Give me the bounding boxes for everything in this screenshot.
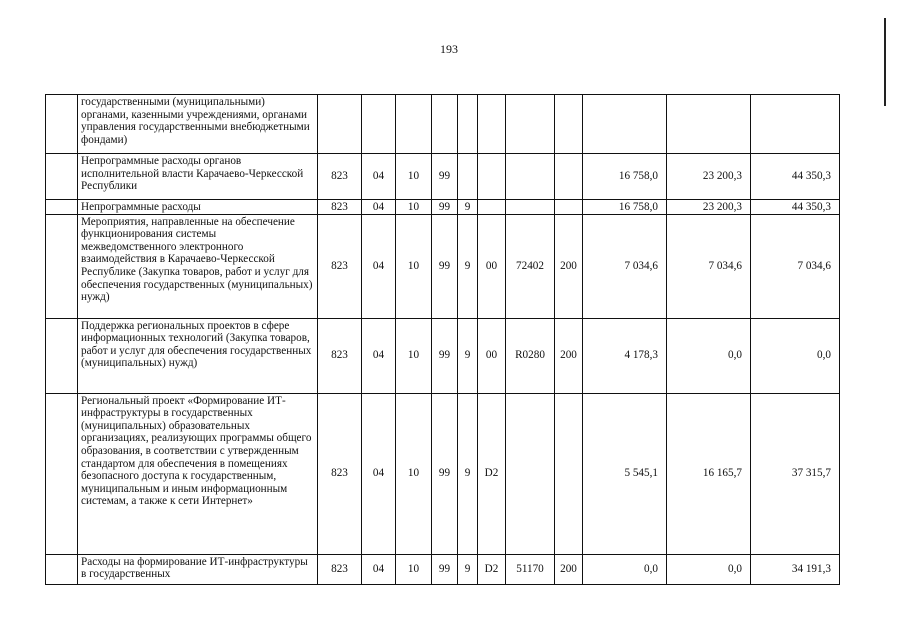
target-code-2: 9 bbox=[458, 318, 478, 393]
expense-type-code: 200 bbox=[555, 214, 583, 318]
row-name: Расходы на формирование ИТ-инфраструктуры в государственных bbox=[78, 554, 318, 584]
ved-code: 823 bbox=[318, 318, 362, 393]
row-name: Непрограммные расходы органов исполнительной власти Карачаево-Черкесской Республики bbox=[78, 154, 318, 200]
subsection-code: 10 bbox=[396, 200, 432, 215]
index-cell bbox=[46, 200, 78, 215]
index-cell bbox=[46, 393, 78, 554]
section-code: 04 bbox=[362, 200, 396, 215]
expense-type-code bbox=[555, 200, 583, 215]
target-code-2: 9 bbox=[458, 393, 478, 554]
target-code-3: 00 bbox=[478, 318, 506, 393]
section-code: 04 bbox=[362, 554, 396, 584]
sum-year-2: 0,0 bbox=[667, 554, 751, 584]
section-code: 04 bbox=[362, 214, 396, 318]
ved-code bbox=[318, 95, 362, 154]
row-name: Региональный проект «Формирование ИТ-инфраструктуры в государственных (муниципальных) образовательных организациях, реализующих программы общего образования, в соответствии с утвержденным стандартом для обеспечения в помещениях безопасного доступа к государственным, муниципальным и иным информационным системам, а также к сети Интернет» bbox=[78, 393, 318, 554]
page-edge-mark bbox=[884, 18, 886, 106]
row-name: Непрограммные расходы bbox=[78, 200, 318, 215]
expense-type-code: 200 bbox=[555, 318, 583, 393]
subsection-code: 10 bbox=[396, 154, 432, 200]
sum-year-1: 7 034,6 bbox=[583, 214, 667, 318]
subsection-code: 10 bbox=[396, 318, 432, 393]
sum-year-1: 4 178,3 bbox=[583, 318, 667, 393]
row-name: Поддержка региональных проектов в сфере информационных технологий (Закупка товаров, работ и услуг для обеспечения государственных (муниципальных) нужд) bbox=[78, 318, 318, 393]
target-code-2 bbox=[458, 95, 478, 154]
target-code-2: 9 bbox=[458, 200, 478, 215]
target-code-1 bbox=[432, 95, 458, 154]
subsection-code: 10 bbox=[396, 214, 432, 318]
ved-code: 823 bbox=[318, 214, 362, 318]
subsection-code: 10 bbox=[396, 554, 432, 584]
sum-year-1: 16 758,0 bbox=[583, 200, 667, 215]
section-code bbox=[362, 95, 396, 154]
sum-year-1: 0,0 bbox=[583, 554, 667, 584]
target-code-4 bbox=[506, 200, 555, 215]
target-code-4 bbox=[506, 95, 555, 154]
target-code-4: R0280 bbox=[506, 318, 555, 393]
sum-year-3: 37 315,7 bbox=[751, 393, 840, 554]
sum-year-1 bbox=[583, 95, 667, 154]
sum-year-2: 0,0 bbox=[667, 318, 751, 393]
ved-code: 823 bbox=[318, 393, 362, 554]
target-code-1: 99 bbox=[432, 554, 458, 584]
row-name: Мероприятия, направленные на обеспечение функционирования системы межведомственного электронного взаимодействия в Карачаево-Черкесской Республике (Закупка товаров, работ и услуг для обеспечения государственных (муниципальных) нужд) bbox=[78, 214, 318, 318]
sum-year-3: 34 191,3 bbox=[751, 554, 840, 584]
target-code-2: 9 bbox=[458, 214, 478, 318]
sum-year-2: 7 034,6 bbox=[667, 214, 751, 318]
sum-year-3 bbox=[751, 95, 840, 154]
table-row bbox=[46, 554, 840, 584]
table-row bbox=[46, 214, 840, 318]
expense-type-code: 200 bbox=[555, 554, 583, 584]
sum-year-2 bbox=[667, 95, 751, 154]
expense-type-code bbox=[555, 95, 583, 154]
section-code: 04 bbox=[362, 318, 396, 393]
sum-year-1: 16 758,0 bbox=[583, 154, 667, 200]
table-row bbox=[46, 318, 840, 393]
index-cell bbox=[46, 214, 78, 318]
target-code-1: 99 bbox=[432, 318, 458, 393]
target-code-3: 00 bbox=[478, 214, 506, 318]
sum-year-1: 5 545,1 bbox=[583, 393, 667, 554]
index-cell bbox=[46, 154, 78, 200]
target-code-3 bbox=[478, 95, 506, 154]
target-code-4 bbox=[506, 154, 555, 200]
target-code-1: 99 bbox=[432, 393, 458, 554]
target-code-3 bbox=[478, 200, 506, 215]
sum-year-3: 0,0 bbox=[751, 318, 840, 393]
section-code: 04 bbox=[362, 154, 396, 200]
subsection-code: 10 bbox=[396, 393, 432, 554]
table-row bbox=[46, 393, 840, 554]
target-code-2 bbox=[458, 154, 478, 200]
section-code: 04 bbox=[362, 393, 396, 554]
sum-year-2: 16 165,7 bbox=[667, 393, 751, 554]
target-code-3 bbox=[478, 154, 506, 200]
target-code-4 bbox=[506, 393, 555, 554]
sum-year-2: 23 200,3 bbox=[667, 200, 751, 215]
sum-year-3: 44 350,3 bbox=[751, 200, 840, 215]
target-code-4: 51170 bbox=[506, 554, 555, 584]
target-code-1: 99 bbox=[432, 200, 458, 215]
sum-year-3: 7 034,6 bbox=[751, 214, 840, 318]
index-cell bbox=[46, 95, 78, 154]
index-cell bbox=[46, 554, 78, 584]
target-code-1: 99 bbox=[432, 154, 458, 200]
expense-type-code bbox=[555, 393, 583, 554]
row-name: государственными (муниципальными) органами, казенными учреждениями, органами управления государственными внебюджетными фондами) bbox=[78, 95, 318, 154]
ved-code: 823 bbox=[318, 154, 362, 200]
target-code-2: 9 bbox=[458, 554, 478, 584]
target-code-1: 99 bbox=[432, 214, 458, 318]
subsection-code bbox=[396, 95, 432, 154]
expense-type-code bbox=[555, 154, 583, 200]
table-row bbox=[46, 95, 840, 154]
target-code-3: D2 bbox=[478, 393, 506, 554]
sum-year-3: 44 350,3 bbox=[751, 154, 840, 200]
ved-code: 823 bbox=[318, 200, 362, 215]
table-row bbox=[46, 200, 840, 215]
table-row bbox=[46, 154, 840, 200]
ved-code: 823 bbox=[318, 554, 362, 584]
sum-year-2: 23 200,3 bbox=[667, 154, 751, 200]
budget-table bbox=[45, 94, 840, 585]
page-number: 193 bbox=[440, 42, 458, 56]
target-code-4: 72402 bbox=[506, 214, 555, 318]
index-cell bbox=[46, 318, 78, 393]
target-code-3: D2 bbox=[478, 554, 506, 584]
